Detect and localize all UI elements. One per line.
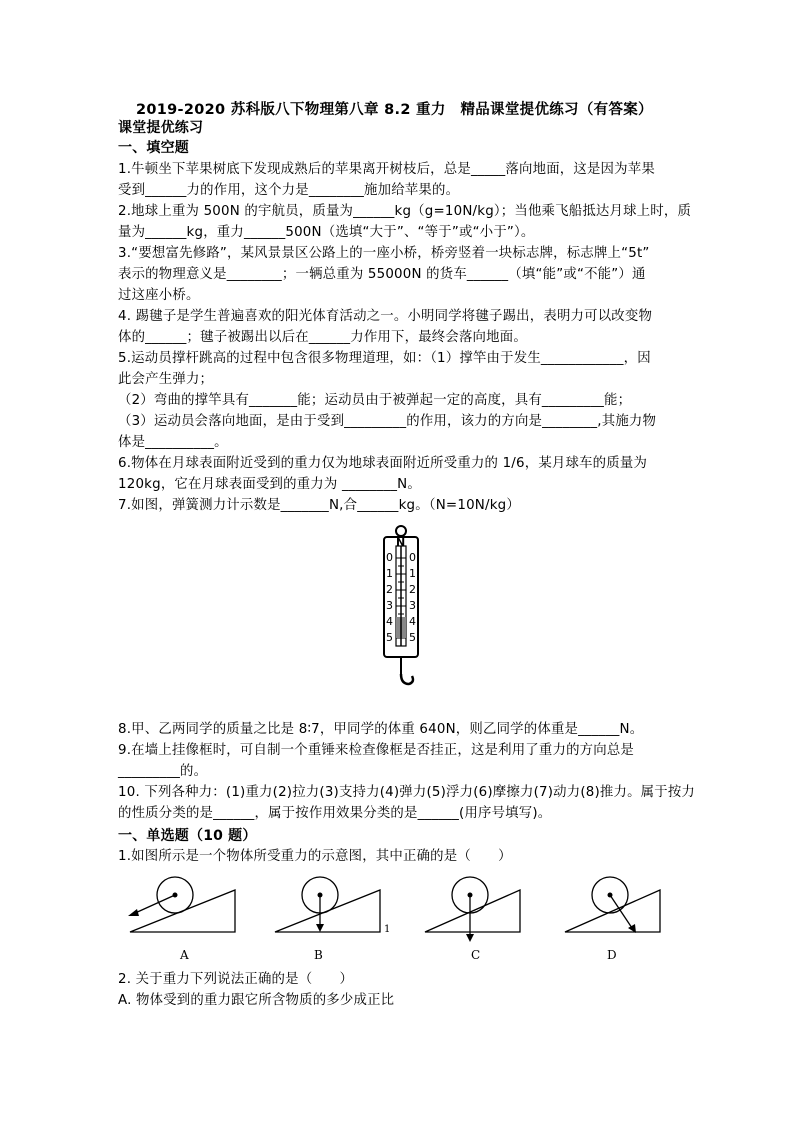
spring-scale-figure: [376, 524, 426, 694]
tick-label: 1: [409, 567, 416, 580]
question-line: 量为______kg，重力______500N（选填“大于”、“等于”或“小于”）。: [118, 225, 535, 240]
question-line: 2. 关于重力下列说法正确的是（ ）: [118, 972, 354, 987]
question-line: 受到______力的作用，这个力是________施加给苹果的。: [118, 183, 460, 198]
spring-scale-unit: N: [396, 536, 406, 549]
question-line: 5.运动员撑杆跳高的过程中包含很多物理道理，如：（1）撑竿由于发生____________，因: [118, 351, 651, 366]
tick-label: 2: [409, 583, 416, 596]
question-line: （3）运动员会落向地面，是由于受到_________的作用，该力的方向是________,其施力物: [118, 414, 657, 429]
incline-figure-d: [560, 870, 680, 940]
option-line: A. 物体受到的重力跟它所含物质的多少成正比: [118, 993, 395, 1008]
question-line: 体的______；毽子被踢出以后在______力作用下，最终会落向地面。: [118, 330, 527, 345]
incline-figure-a: [125, 870, 245, 940]
question-line: 1.牛顿坐下苹果树底下发现成熟后的苹果离开树枝后，总是_____落向地面，这是因为苹果: [118, 162, 655, 177]
figure-label-c: C: [471, 948, 481, 962]
incline-figure-b: [270, 870, 390, 940]
tick-label: 1: [386, 567, 393, 580]
question-line: 7.如图，弹簧测力计示数是_______N,合______kg。（N=10N/kg）: [118, 498, 520, 513]
section-heading-mc: 一、单选题（10 题）: [118, 828, 257, 844]
tick-label: 5: [409, 631, 416, 644]
tick-label: 2: [386, 583, 393, 596]
tick-label: 5: [386, 631, 393, 644]
tick-label: 4: [386, 615, 393, 628]
subtitle: 课堂提优练习: [118, 120, 204, 136]
question-line: 120kg，它在月球表面受到的重力为 ________N。: [118, 477, 421, 492]
figure-label-a: A: [180, 948, 189, 962]
stray-mark: 1: [384, 924, 391, 935]
tick-label: 0: [386, 551, 393, 564]
incline-figure-c: [420, 870, 540, 950]
figure-label-d: D: [607, 948, 617, 962]
tick-label: 3: [386, 599, 393, 612]
question-line: 过这座小桥。: [118, 288, 200, 303]
document-title: 2019-2020 苏科版八下物理第八章 8.2 重力 精品课堂提优练习（有答案）: [136, 102, 653, 118]
question-line: 3.“要想富先修路”，某风景景区公路上的一座小桥，桥旁竖着一块标志牌，标志牌上“5t”: [118, 246, 650, 261]
question-line: 4. 踢毽子是学生普遍喜欢的阳光体育活动之一。小明同学将毽子踢出，表明力可以改变物: [118, 309, 653, 324]
question-line: （2）弯曲的撑竿具有_______能；运动员由于被弹起一定的高度，具有_________能；: [118, 393, 632, 408]
question-line: 10. 下列各种力：(1)重力(2)拉力(3)支持力(4)弹力(5)浮力(6)摩擦力(7)动力(8)推力。属于按力: [118, 785, 696, 800]
question-line: 6.物体在月球表面附近受到的重力仅为地球表面附近所受重力的 1/6，某月球车的质量为: [118, 456, 648, 471]
question-line: 2.地球上重为 500N 的宇航员，质量为______kg（g=10N/kg）；当他乘飞船抵达月球上时，质: [118, 204, 692, 219]
question-line: 此会产生弹力；: [118, 372, 214, 387]
section-heading-fill: 一、填空题: [118, 140, 189, 156]
question-line: 9.在墙上挂像框时，可自制一个重锤来检查像框是否挂正，这是利用了重力的方向总是: [118, 743, 635, 758]
question-line: _________的。: [118, 764, 208, 779]
question-line: 表示的物理意义是________；一辆总重为 55000N 的货车______（填“能”或“不能”）通: [118, 267, 646, 282]
question-line: 1.如图所示是一个物体所受重力的示意图，其中正确的是（ ）: [118, 849, 512, 864]
question-line: 8.甲、乙两同学的质量之比是 8∶7，甲同学的体重 640N，则乙同学的体重是______N。: [118, 722, 644, 737]
question-line: 体是__________。: [118, 435, 228, 450]
tick-label: 4: [409, 615, 416, 628]
tick-label: 3: [409, 599, 416, 612]
question-line: 的性质分类的是______，属于按作用效果分类的是______(用序号填写)。: [118, 806, 552, 821]
figure-label-b: B: [314, 948, 323, 962]
tick-label: 0: [409, 551, 416, 564]
